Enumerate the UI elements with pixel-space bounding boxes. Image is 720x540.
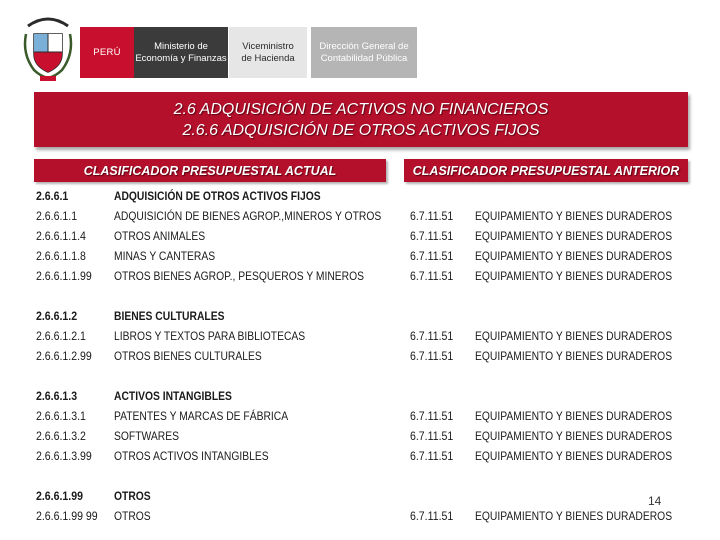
header-vice-line2: de Hacienda	[241, 52, 295, 64]
title-line2: 2.6.6 ADQUISICIÓN DE OTROS ACTIVOS FIJOS	[182, 121, 540, 139]
row-code: 2.6.6.1.1	[36, 209, 78, 223]
column-header-current: CLASIFICADOR PRESUPUESTAL ACTUAL	[34, 159, 386, 182]
title-band	[34, 92, 688, 147]
row-previous-description: EQUIPAMIENTO Y BIENES DURADEROS	[475, 409, 673, 423]
row-previous-code: 6.7.11.51	[410, 429, 454, 443]
table-row	[0, 226, 720, 246]
row-description: LIBROS Y TEXTOS PARA BIBLIOTECAS	[114, 329, 306, 343]
coat-of-arms-icon	[20, 14, 76, 84]
table-row	[0, 206, 720, 226]
row-description: OTROS	[114, 509, 151, 523]
table-row	[0, 486, 720, 506]
row-description: OTROS BIENES AGROP., PESQUEROS Y MINEROS	[114, 269, 365, 283]
table-row	[0, 246, 720, 266]
column-header-previous: CLASIFICADOR PRESUPUESTAL ANTERIOR	[404, 159, 688, 182]
row-description: MINAS Y CANTERAS	[114, 249, 216, 263]
table-row	[0, 506, 720, 526]
row-code: 2.6.6.1.3	[36, 389, 78, 403]
row-previous-code: 6.7.11.51	[410, 229, 454, 243]
row-previous-code: 6.7.11.51	[410, 509, 454, 523]
table-spacer	[0, 286, 720, 306]
row-previous-code: 6.7.11.51	[410, 449, 454, 463]
row-previous-code: 6.7.11.51	[410, 209, 454, 223]
row-description: OTROS ANIMALES	[114, 229, 206, 243]
table-spacer	[0, 466, 720, 486]
header-direction-line1: Dirección General de	[319, 40, 409, 52]
row-previous-code: 6.7.11.51	[410, 329, 454, 343]
header-ministry-box	[134, 27, 228, 78]
row-previous-description: EQUIPAMIENTO Y BIENES DURADEROS	[475, 269, 673, 283]
row-description: ACTIVOS INTANGIBLES	[114, 389, 232, 403]
table-row	[0, 426, 720, 446]
row-previous-description: EQUIPAMIENTO Y BIENES DURADEROS	[475, 509, 673, 523]
table-row	[0, 446, 720, 466]
table-row	[0, 306, 720, 326]
row-description: OTROS	[114, 489, 151, 503]
table-row	[0, 266, 720, 286]
row-previous-code: 6.7.11.51	[410, 349, 454, 363]
header-direction-box	[311, 27, 417, 78]
page-number: 14	[648, 494, 662, 508]
header-vice-line1: Viceministro	[242, 40, 294, 52]
header-direction-line2: Contabilidad Pública	[320, 52, 408, 64]
table-row	[0, 346, 720, 366]
row-code: 2.6.6.1.99 99	[36, 509, 98, 523]
classifier-table	[0, 186, 720, 526]
row-previous-code: 6.7.11.51	[410, 269, 454, 283]
row-description: BIENES CULTURALES	[114, 309, 225, 323]
title-line1: 2.6 ADQUISICIÓN DE ACTIVOS NO FINANCIEROS	[173, 100, 549, 118]
row-code: 2.6.6.1.1.4	[36, 229, 86, 243]
row-previous-description: EQUIPAMIENTO Y BIENES DURADEROS	[475, 249, 673, 263]
row-code: 2.6.6.1.3.99	[36, 449, 92, 463]
header-peru-box	[80, 27, 134, 78]
row-description: OTROS ACTIVOS INTANGIBLES	[114, 449, 269, 463]
table-row	[0, 326, 720, 346]
header-vice-box	[229, 27, 307, 78]
row-code: 2.6.6.1.1.99	[36, 269, 92, 283]
row-previous-code: 6.7.11.51	[410, 409, 454, 423]
row-previous-description: EQUIPAMIENTO Y BIENES DURADEROS	[475, 209, 673, 223]
row-description: SOFTWARES	[114, 429, 179, 443]
row-description: ADQUISICIÓN DE BIENES AGROP.,MINEROS Y OTROS	[114, 209, 382, 223]
table-spacer	[0, 366, 720, 386]
row-code: 2.6.6.1	[36, 189, 69, 203]
row-previous-description: EQUIPAMIENTO Y BIENES DURADEROS	[475, 349, 673, 363]
row-code: 2.6.6.1.2.99	[36, 349, 92, 363]
row-description: PATENTES Y MARCAS DE FÁBRICA	[114, 409, 289, 423]
row-description: ADQUISICIÓN DE OTROS ACTIVOS FIJOS	[114, 189, 321, 203]
row-code: 2.6.6.1.2.1	[36, 329, 86, 343]
row-code: 2.6.6.1.3.1	[36, 409, 86, 423]
row-code: 2.6.6.1.3.2	[36, 429, 86, 443]
table-row	[0, 386, 720, 406]
row-previous-description: EQUIPAMIENTO Y BIENES DURADEROS	[475, 229, 673, 243]
row-previous-description: EQUIPAMIENTO Y BIENES DURADEROS	[475, 429, 673, 443]
row-description: OTROS BIENES CULTURALES	[114, 349, 262, 363]
row-code: 2.6.6.1.1.8	[36, 249, 86, 263]
header-peru-label: PERÚ	[93, 46, 121, 58]
header-ministry-line2: Economía y Finanzas	[135, 52, 227, 64]
table-row	[0, 186, 720, 206]
header-ministry-line1: Ministerio de	[154, 40, 208, 52]
row-previous-description: EQUIPAMIENTO Y BIENES DURADEROS	[475, 449, 673, 463]
row-code: 2.6.6.1.2	[36, 309, 78, 323]
table-row	[0, 406, 720, 426]
row-code: 2.6.6.1.99	[36, 489, 83, 503]
row-previous-description: EQUIPAMIENTO Y BIENES DURADEROS	[475, 329, 673, 343]
row-previous-code: 6.7.11.51	[410, 249, 454, 263]
